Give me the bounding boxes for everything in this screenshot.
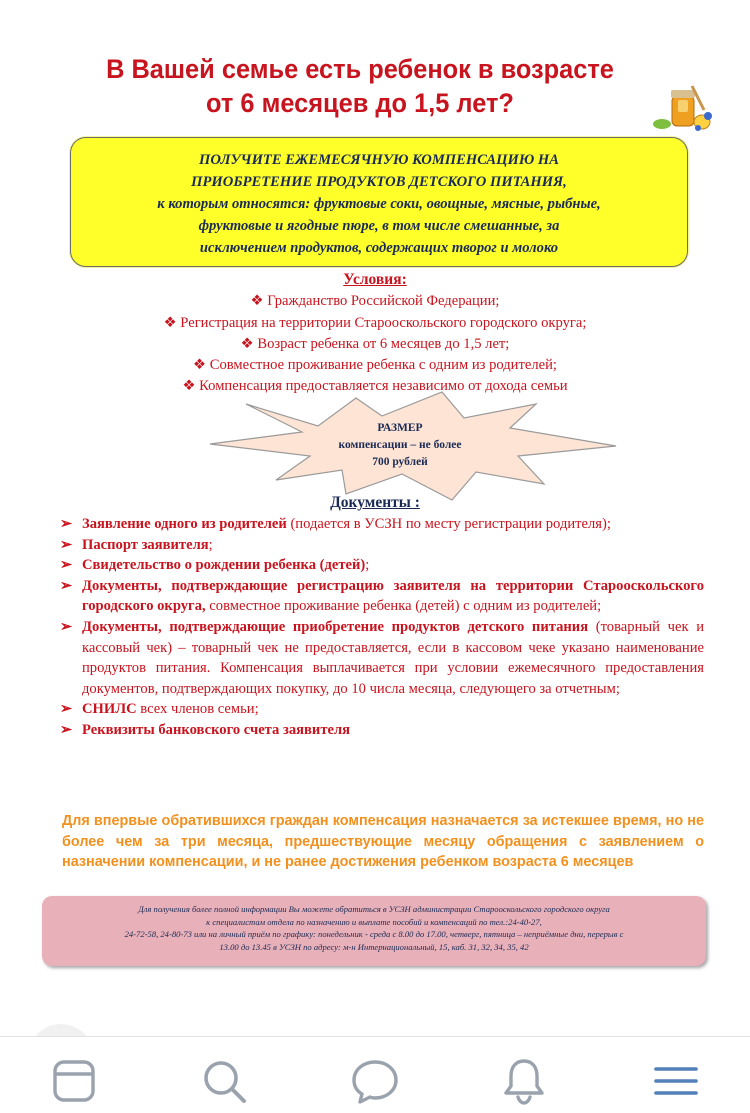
arrow-bullet-icon: ➢: [60, 557, 73, 574]
document-item: [58, 535, 704, 556]
nav-messages-button[interactable]: [349, 1055, 401, 1107]
arrow-bullet-icon: ➢: [60, 721, 73, 738]
document-item-detail: ;: [208, 536, 213, 553]
nav-notifications-button[interactable]: [498, 1055, 550, 1107]
contact-line-2: к специалистам отдела по назначению и выплате пособий и компенсаций по тел.:24-40-27,: [206, 916, 542, 927]
document-item-detail: всех членов семьи;: [136, 701, 259, 718]
nav-search-button[interactable]: [198, 1055, 250, 1107]
amount-line-1: РАЗМЕР: [377, 422, 423, 434]
messages-icon: [349, 1055, 401, 1107]
headline: [59, 52, 661, 120]
first-time-note: Для впервые обратившихся граждан компенсация назначается за истекшее время, но не более чем за три месяца, предшествующие месяцу обращения с заявлением о назначении компенсации, и не ранее достижения ребенком возраста 6 месяцев: [62, 813, 704, 870]
search-icon: [198, 1055, 250, 1107]
condition-item: ❖ Регистрация на территории Старооскольского городского округа;: [163, 315, 587, 331]
headline-line-1: В Вашей семье есть ребенок в возрасте: [106, 54, 614, 84]
offer-line-5: исключением продуктов, содержащих творог и молоко: [199, 240, 559, 256]
amount-line-3: 700 рублей: [372, 456, 428, 468]
headline-line-2: от 6 месяцев до 1,5 лет?: [206, 88, 514, 118]
document-item: [58, 576, 704, 617]
offer-line-4: фруктовые и ягодные пюре, в том числе смешанные, за: [198, 218, 560, 234]
condition-item: ❖ Гражданство Российской Федерации;: [250, 293, 500, 309]
feed-icon: [48, 1055, 100, 1107]
document-item-title: Документы, подтверждающие регистрацию заявителя на территории Старооскольского городского округа,: [82, 577, 704, 615]
document-item-title: Реквизиты банковского счета заявителя: [82, 721, 351, 738]
arrow-bullet-icon: ➢: [60, 701, 73, 718]
offer-line-3: к которым относятся: фруктовые соки, овощные, мясные, рыбные,: [157, 196, 601, 212]
menu-icon: [650, 1055, 702, 1107]
offer-line-2: ПРИОБРЕТЕНИЕ ПРОДУКТОВ ДЕТСКОГО ПИТАНИЯ,: [191, 174, 567, 190]
document-item-detail: ;: [365, 557, 370, 574]
contact-line-1: Для получения более полной информации Вы можете обратиться в УСЗН администрации Старооскольского городского округа: [138, 904, 610, 914]
document-item: [58, 699, 704, 720]
document-item-detail: (подается в УСЗН по месту регистрации родителя);: [286, 516, 611, 532]
amount-line-2: компенсации – не более: [338, 439, 462, 451]
document-item-detail: (товарный чек и кассовый чек) – товарный чек не предоставляется, если в кассовом чеке указано наименование продуктов питания. Компенсация выплачивается при условии ежемесячного предоставления документов, подтверждающих покупку, до 10 числа месяца, следующего за отчетным;: [82, 618, 704, 697]
nav-feed-button[interactable]: [48, 1055, 100, 1107]
document-item-title: Паспорт заявителя: [82, 536, 209, 553]
documents-list: [58, 514, 704, 741]
document-item-title: СНИЛС: [82, 701, 137, 718]
offer-line-1: ПОЛУЧИТЕ ЕЖЕМЕСЯЧНУЮ КОМПЕНСАЦИЮ НА: [198, 152, 560, 168]
contact-line-4: 13.00 до 13.45 в УСЗН по адресу: м-н Интернациональный, 15, каб. 31, 32, 34, 35, 42: [219, 941, 529, 952]
arrow-bullet-icon: ➢: [60, 516, 73, 532]
arrow-bullet-icon: ➢: [60, 536, 73, 553]
conditions-title: Условия:: [343, 271, 407, 288]
notifications-icon: [498, 1055, 550, 1107]
bottom-navigation: [0, 1036, 750, 1113]
document-item-detail: совместное проживание ребенка (детей) с одним из родителей;: [205, 598, 602, 615]
arrow-bullet-icon: ➢: [60, 577, 73, 594]
condition-item: ❖ Совместное проживание ребенка с одним из родителей;: [193, 357, 557, 373]
contact-info-box: [42, 896, 706, 966]
document-item-title: Заявление одного из родителей: [82, 516, 287, 532]
contact-line-3: 24-72-58, 24-80-73 или на личный приём по графику: понедельник - среда с 8.00 до 17.00, четверг, пятница – неприёмные дни, перерыв с: [124, 929, 624, 939]
offer-box: [70, 137, 688, 267]
document-item-title: Свидетельство о рождении ребенка (детей): [82, 557, 366, 574]
arrow-bullet-icon: ➢: [60, 618, 73, 635]
condition-item: ❖ Компенсация предоставляется независимо от дохода семьи: [182, 378, 568, 394]
nav-menu-button[interactable]: [650, 1055, 702, 1107]
document-item: [58, 555, 704, 576]
document-item: [58, 617, 704, 699]
document-item: [58, 720, 704, 741]
honey-jar-icon: [652, 80, 714, 132]
documents-title: Документы :: [330, 494, 420, 511]
document-item: [58, 514, 704, 535]
amount-text: [300, 420, 500, 471]
condition-item: ❖ Возраст ребенка от 6 месяцев до 1,5 лет;: [240, 336, 510, 352]
document-item-title: Документы, подтверждающие приобретение продуктов детского питания: [82, 618, 589, 635]
